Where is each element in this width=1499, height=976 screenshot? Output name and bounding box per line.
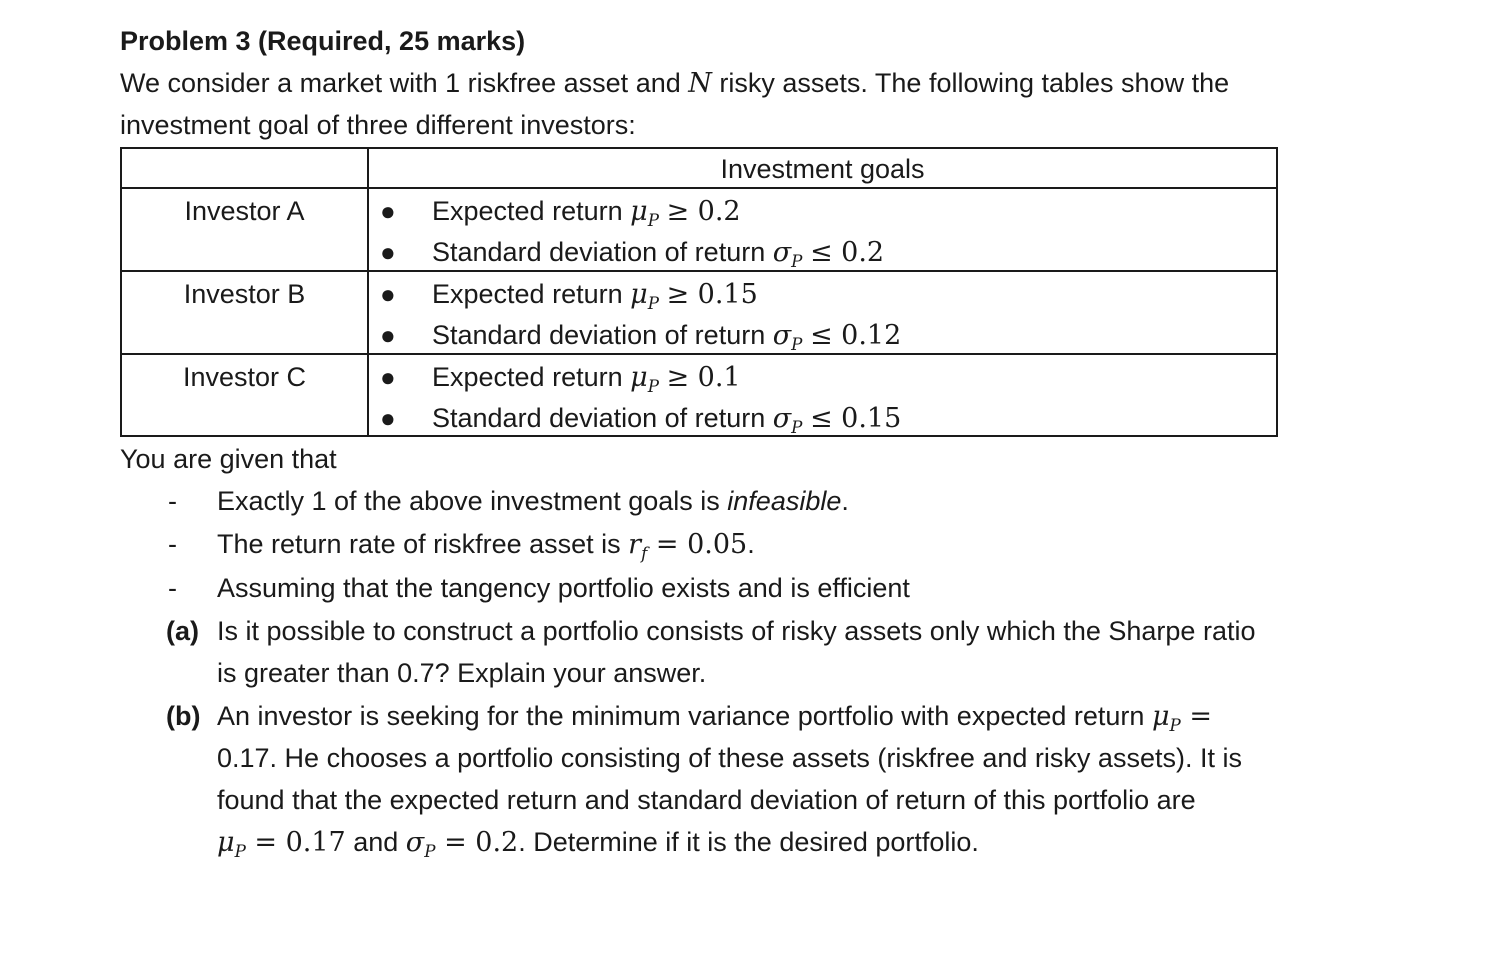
equals-sign: = [1180, 701, 1212, 732]
question-b-label: (b) [166, 701, 201, 731]
given-item-2 [217, 527, 755, 570]
goal-math: ≥ 0.2 [666, 196, 741, 227]
dash-icon: - [168, 486, 177, 516]
table-column-divider [367, 149, 369, 435]
question-b-tail: . Determine if it is the desired portfolio. [518, 827, 979, 857]
p-subscript: P [424, 840, 436, 861]
intro-line-2: investment goal of three different investors: [120, 110, 636, 140]
investor-b-goal-return [380, 277, 758, 320]
table-header-divider [122, 187, 1276, 189]
question-b-line-3: found that the expected return and standard deviation of return of this portfolio are [217, 785, 1196, 815]
bullet-icon: ● [380, 196, 396, 226]
mu-symbol: μ [630, 279, 648, 310]
question-a-label: (a) [166, 616, 199, 646]
investor-a-label: Investor A [184, 196, 305, 226]
p-subscript: P [791, 416, 803, 437]
question-a-line-1: Is it possible to construct a portfolio consists of risky assets only which the Sharpe ratio [217, 616, 1256, 646]
mu-symbol: μ [630, 196, 648, 227]
investor-b-goal-stddev [380, 318, 902, 361]
investor-c-label: Investor C [182, 362, 307, 392]
mu-symbol: μ [630, 362, 648, 393]
investor-a-goal-return [380, 194, 741, 237]
p-subscript: P [647, 209, 659, 230]
mu-value: = 0.17 [245, 827, 346, 858]
goal-math: ≥ 0.1 [666, 362, 741, 393]
goal-text: Standard deviation of return [432, 237, 773, 267]
problem-title: Problem 3 (Required, 25 marks) [120, 26, 526, 56]
goal-text: Expected return [432, 279, 631, 309]
given-lead: You are given that [120, 444, 337, 474]
rf-value: = 0.05 [647, 529, 748, 560]
question-b-line-1 [217, 699, 1212, 742]
p-subscript: P [791, 250, 803, 271]
goal-text: Expected return [432, 362, 631, 392]
goal-text: Standard deviation of return [432, 320, 773, 350]
intro-text-b: risky assets. The following tables show the [711, 68, 1230, 98]
sigma-value: = 0.2 [435, 827, 519, 858]
sigma-symbol: σ [772, 237, 792, 268]
investment-goals-table [120, 147, 1278, 437]
given-item-1 [217, 484, 849, 518]
and-text: and [345, 827, 406, 857]
bullet-icon: ● [380, 237, 396, 267]
sigma-symbol: σ [772, 403, 792, 434]
intro-text-a: We consider a market with 1 riskfree asset and [120, 68, 689, 98]
question-b-text: An investor is seeking for the minimum variance portfolio with expected return [217, 701, 1152, 731]
given-item-1-text: Exactly 1 of the above investment goals is [217, 486, 728, 516]
bullet-icon: ● [380, 320, 396, 350]
given-item-1-end: . [841, 486, 849, 516]
investor-c-goal-stddev [380, 401, 902, 444]
goal-math: ≤ 0.12 [809, 320, 902, 351]
bullet-icon: ● [380, 279, 396, 309]
bullet-icon: ● [380, 403, 396, 433]
mu-symbol: μ [217, 827, 235, 858]
p-subscript: P [234, 840, 246, 861]
given-item-1-italic: infeasible [727, 486, 842, 516]
goal-math: ≤ 0.15 [809, 403, 902, 434]
investor-b-label: Investor B [183, 279, 306, 309]
goal-text: Expected return [432, 196, 631, 226]
intro-line-1 [120, 66, 1229, 101]
p-subscript: P [647, 375, 659, 396]
table-header: Investment goals [720, 154, 925, 184]
question-b-line-2: 0.17. He chooses a portfolio consisting of these assets (riskfree and risky assets). It is [217, 743, 1242, 773]
dash-icon: - [168, 529, 177, 559]
p-subscript: P [791, 333, 803, 354]
sigma-symbol: σ [772, 320, 792, 351]
investor-c-goal-return [380, 360, 741, 403]
bullet-icon: ● [380, 362, 396, 392]
goal-math: ≥ 0.15 [666, 279, 758, 310]
p-subscript: P [1169, 714, 1181, 735]
given-item-3: Assuming that the tangency portfolio exists and is efficient [217, 573, 910, 603]
dash-icon: - [168, 573, 177, 603]
intro-var-n: N [688, 68, 712, 99]
goal-text: Standard deviation of return [432, 403, 773, 433]
rf-subscript: f [641, 542, 648, 563]
question-b-line-4 [217, 825, 979, 868]
p-subscript: P [647, 292, 659, 313]
given-item-2-end: . [747, 529, 755, 559]
given-item-2-text: The return rate of riskfree asset is [217, 529, 629, 559]
rf-var: r [628, 529, 642, 560]
mu-symbol: μ [1151, 701, 1170, 732]
goal-math: ≤ 0.2 [809, 237, 885, 268]
sigma-symbol: σ [405, 827, 425, 858]
investor-a-goal-stddev [380, 235, 885, 278]
question-a-line-2: is greater than 0.7? Explain your answer. [217, 658, 707, 688]
